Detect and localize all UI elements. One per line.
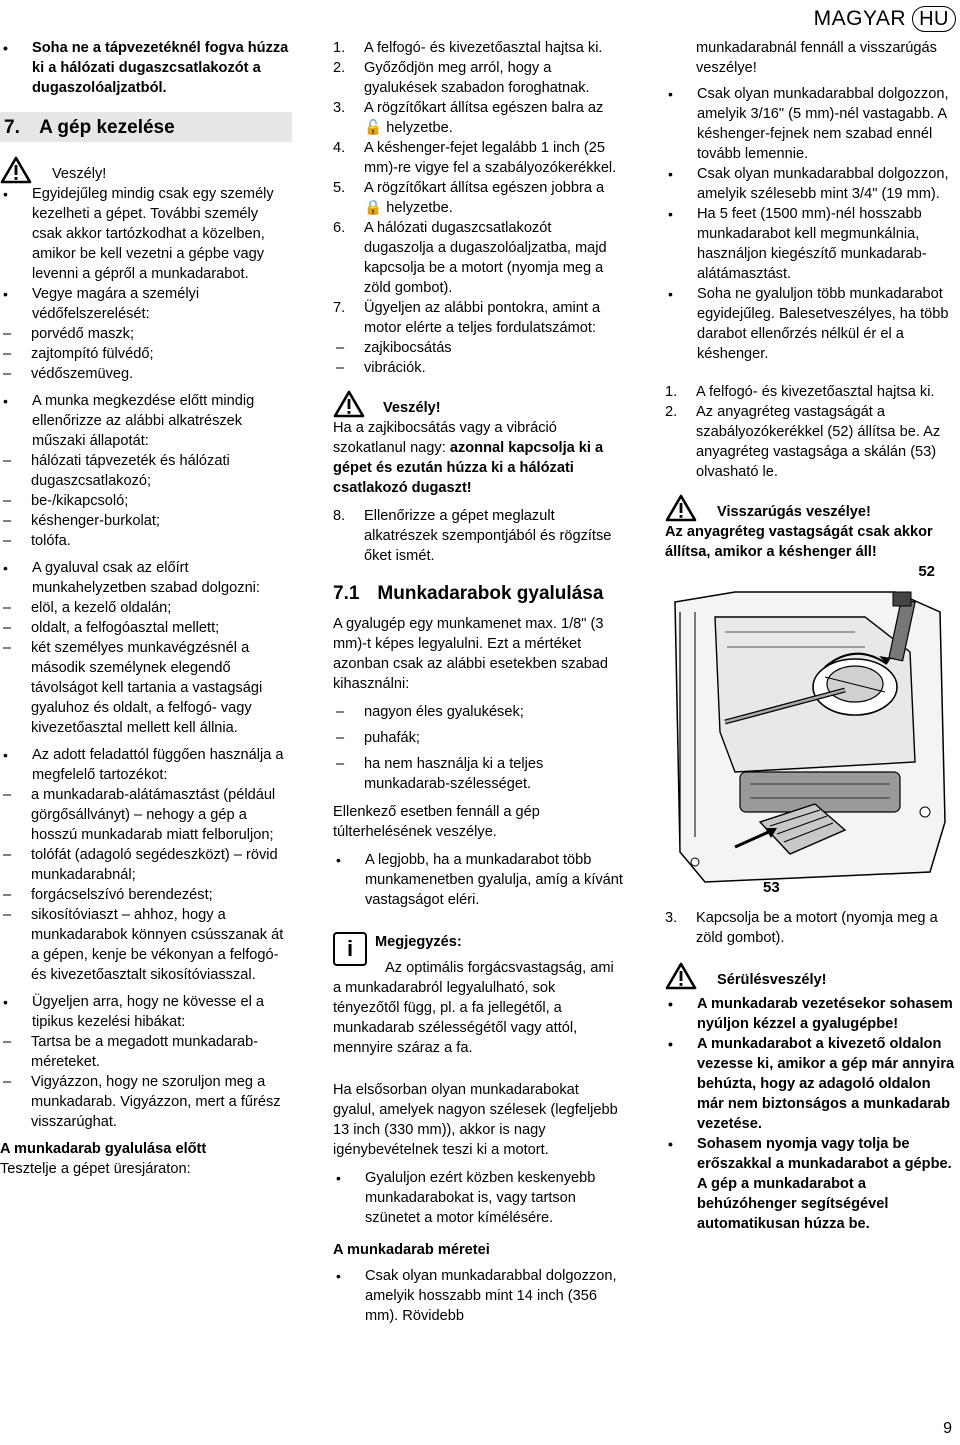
language-badge: HU (912, 6, 956, 32)
subheading: A munkadarab gyalulása előtt (0, 1141, 207, 1157)
list-subitem: – a munkadarab-alátámasztást (például görgősállványt) – nehogy a gép a hosszú munkadarab miatt felboruljon; (0, 785, 292, 845)
list-subitem: – védőszemüveg. (0, 364, 292, 384)
note-block (333, 932, 625, 1058)
list-item: • Ügyeljen arra, hogy ne kövesse el a tipikus kezelési hibákat: (0, 992, 292, 1032)
list-item: • Csak olyan munkadarabbal dolgozzon, amelyik szélesebb mint 3/4" (19 mm). (665, 164, 955, 204)
list-item: • A munkadarabot a kivezető oldalon vezesse ki, amikor a gép már annyira behúzta, hogy az adagoló oldalon már nem biztonságos a munkadarab vezetése. (665, 1034, 955, 1134)
list-item: • Sohasem nyomja vagy tolja be erőszakkal a munkadarabot a gépbe. A gép a munkadarabot a behúzóhenger segítségével automatikusan húzza be. (665, 1134, 955, 1234)
danger-label: Veszély! (52, 166, 107, 182)
planer-illustration (665, 572, 955, 892)
step-item: 1. A felfogó- és kivezetőasztal hajtsa ki. (665, 384, 935, 400)
list-subitem: – hálózati tápvezeték és hálózati dugaszcsatlakozó; (0, 451, 292, 491)
machine-figure (665, 562, 955, 902)
language-header (814, 6, 956, 32)
list-item: • A munkadarab vezetésekor sohasem nyúljon kézzel a gyalugépbe! (665, 994, 955, 1034)
list-subitem: – tolófát (adagoló segédeszközt) – rövid munkadarabnál; (0, 845, 292, 885)
step-item: 3. Kapcsolja be a motort (nyomja meg a zöld gombot). (665, 910, 938, 946)
figure-callout: 52 (918, 563, 935, 580)
list-subitem: – forgácselszívó berendezést; (0, 885, 292, 905)
paragraph: Ellenkező esetben fennáll a gép túlterhelésének veszélye. (333, 804, 540, 840)
list-subitem: – porvédő maszk; (0, 324, 292, 344)
injury-label: Sérülésveszély! (717, 972, 827, 988)
injury-warning (665, 962, 955, 990)
note-text: Az optimális forgácsvastagság, ami a munkadarabról legyalulható, sok tényezőtől függ, pl. a fa jellegétől, a munkadarab szélességétől vagy attól, mennyire száraz a fa. (333, 960, 614, 1056)
step-item: 2. Győződjön meg arról, hogy a gyalukések szabadon foroghatnak. (333, 60, 590, 96)
step-item: 6. A hálózati dugaszcsatlakozót dugaszolja a dugaszolóaljzatba, majd kapcsolja be a motort (nyomja meg a zöld gombot). (333, 220, 607, 296)
subsection-heading: 7.1 Munkadarabok gyalulása (333, 583, 604, 604)
list-subitem: – két személyes munkavégzésnél a második személynek elegendő távolságot kell tartania a vastagsági gyaluhoz és oldalt, a felfogó- vagy kivezetőasztal mellett kell állnia. (0, 638, 292, 738)
note-label: Megjegyzés: (375, 934, 462, 950)
subheading: A munkadarab méretei (333, 1242, 490, 1258)
list-subitem: – ha nem használja ki a teljes munkadarab-szélességet. (333, 754, 625, 794)
step-item: 1. A felfogó- és kivezetőasztal hajtsa ki. (333, 40, 603, 56)
page-number: 9 (943, 1420, 952, 1437)
list-item: • Gyaluljon ezért közben keskenyebb munkadarabokat is, vagy tartson szünetet a motor kímélésére. (333, 1168, 625, 1228)
list-subitem: – vibrációk. (333, 358, 625, 378)
kickback-warning (665, 494, 955, 562)
list-item: • Csak olyan munkadarabbal dolgozzon, amelyik 3/16" (5 mm)-nél vastagabb. A késhenger-fejnek nem szabad ennél tovább lemennie. (665, 84, 955, 164)
list-subitem: – puhafák; (333, 728, 625, 748)
list-subitem: – elöl, a kezelő oldalán; (0, 598, 292, 618)
step-item: 5. A rögzítőkart állítsa egészen jobbra a 🔒 helyzetbe. (333, 180, 605, 216)
list-subitem: – nagyon éles gyalukések; (333, 702, 625, 722)
list-subitem: – Vigyázzon, hogy ne szoruljon meg a munkadarab. Vigyázzon, mert a fűrész visszarúghat. (0, 1072, 292, 1132)
column-left (0, 38, 292, 1179)
list-item: • A legjobb, ha a munkadarabot több munkamenetben gyalulja, amíg a kívánt vastagságot eléri. (333, 850, 625, 910)
list-item: • A gyaluval csak az előírt munkahelyzetben szabad dolgozni: (0, 558, 292, 598)
list-item: • Soha ne gyaluljon több munkadarabot egyidejűleg. Balesetveszélyes, ha több darabot ellenőrzés nélkül ér el a késhenger. (665, 284, 955, 364)
list-item: • Ha 5 feet (1500 mm)-nél hosszabb munkadarabot kell megmunkálnia, használjon kiegészítő munkadarab-alátámasztást. (665, 204, 955, 284)
list-item: • Vegye magára a személyi védőfelszerelését: (0, 284, 292, 324)
warning-triangle-icon (665, 494, 697, 522)
list-item: • Egyidejűleg mindig csak egy személy kezelheti a gépet. További személy csak akkor tartózkodhat a közelben, amikor be kell vezetni a gépbe vagy levenni a gépről a munkadarabot. (0, 184, 292, 284)
list-subitem: – zajkibocsátás (333, 338, 625, 358)
warning-triangle-icon (333, 390, 365, 418)
warning-triangle-icon (0, 156, 32, 184)
list-subitem: – zajtompító fülvédő; (0, 344, 292, 364)
danger-notice (333, 390, 625, 498)
continued-text: munkadarabnál fennáll a visszarúgás veszélye! (696, 40, 937, 76)
step-item: 8. Ellenőrizze a gépet meglazult alkatrészek szempontjából és rögzítse őket ismét. (333, 508, 612, 564)
subtext: Tesztelje a gépet üresjáraton: (0, 1161, 191, 1177)
paragraph: Ha elsősorban olyan munkadarabokat gyalul, amelyek nagyon szélesek (legfeljebb 13 inch (330 mm)), akkor is nagy igénybevételnek teszi ki a motort. (333, 1082, 618, 1158)
section-number: 7. (4, 117, 20, 138)
danger-notice (0, 156, 292, 184)
list-subitem: – be-/kikapcsoló; (0, 491, 292, 511)
step-item: 2. Az anyagréteg vastagságát a szabályozókerékkel (52) állítsa be. Az anyagréteg vastagsága a skálán (53) olvasható le. (665, 404, 941, 480)
step-item: 7. Ügyeljen az alábbi pontokra, amint a motor elérte a teljes fordulatszámot: (333, 300, 601, 336)
column-middle (333, 38, 625, 1326)
section-title: A gép kezelése (39, 117, 175, 138)
warning-triangle-icon (665, 962, 697, 990)
danger-text: Ha a zajkibocsátás vagy a vibráció szokatlanul nagy: (333, 420, 557, 456)
kickback-text: Az anyagréteg vastagságát csak akkor állítsa, amikor a késhenger áll! (665, 524, 933, 560)
step-item: 4. A késhenger-fejet legalább 1 inch (25 mm)-re vigye fel a szabályozókerékkel. (333, 140, 617, 176)
section-heading (0, 112, 292, 142)
list-item: • Az adott feladattól függően használja a megfelelő tartozékot: (0, 745, 292, 785)
kickback-label: Visszarúgás veszélye! (717, 504, 871, 520)
column-right (665, 38, 955, 1234)
paragraph: A gyalugép egy munkamenet max. 1/8" (3 mm)-t képes legyalulni. Ezt a mértéket azonban csak az alábbi esetekben szabad kihasználni: (333, 616, 609, 692)
list-item: • Csak olyan munkadarabbal dolgozzon, amelyik hosszabb mint 14 inch (356 mm). Rövidebb (333, 1266, 625, 1326)
list-subitem: – tolófa. (0, 531, 292, 551)
intro-bullet: • Soha ne a tápvezetéknél fogva húzza ki a hálózati dugaszcsatlakozót a dugaszolóaljzatból. (0, 38, 292, 98)
language-label: MAGYAR (813, 7, 907, 30)
list-subitem: – késhenger-burkolat; (0, 511, 292, 531)
list-subitem: – Tartsa be a megadott munkadarab-méreteket. (0, 1032, 292, 1072)
figure-callout: 53 (763, 879, 780, 896)
danger-bold: azonnal kapcsolja ki a gépet és ezután húzza ki a hálózati csatlakozó dugaszt! (333, 440, 604, 496)
list-subitem: – oldalt, a felfogóasztal mellett; (0, 618, 292, 638)
step-item: 3. A rögzítőkart állítsa egészen balra az 🔓 helyzetbe. (333, 100, 604, 136)
info-icon: i (333, 932, 367, 966)
danger-label: Veszély! (383, 400, 441, 416)
list-item: • A munka megkezdése előtt mindig ellenőrizze az alábbi alkatrészek műszaki állapotát: (0, 391, 292, 451)
list-subitem: – sikosítóviaszt – ahhoz, hogy a munkadarabok könnyen csússzanak át a gépen, kenje be vékonyan a felfogó- és kivezetőasztalt sikosítóviasszal. (0, 905, 292, 985)
